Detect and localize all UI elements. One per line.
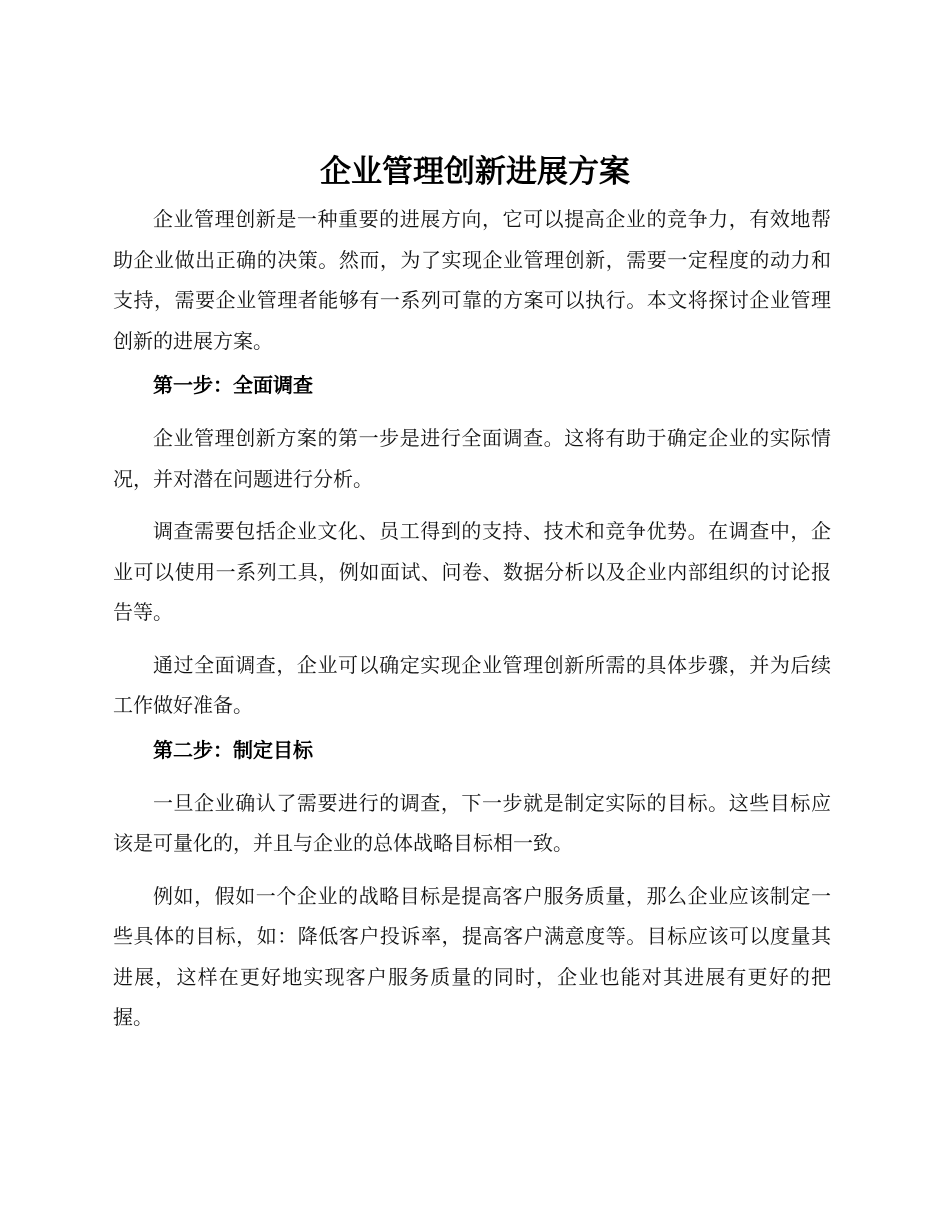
- document-body: [113, 199, 831, 1038]
- section-1-paragraph-1: 企业管理创新方案的第一步是进行全面调查。这将有助于确定企业的实际情况，并对潜在问题进行分析。: [113, 426, 831, 491]
- section-1-paragraph-2: 调查需要包括企业文化、员工得到的支持、技术和竞争优势。在调查中，企业可以使用一系列工具，例如面试、问卷、数据分析以及企业内部组织的讨论报告等。: [113, 519, 831, 624]
- intro-paragraph: 企业管理创新是一种重要的进展方向，它可以提高企业的竞争力，有效地帮助企业做出正确的决策。然而，为了实现企业管理创新，需要一定程度的动力和支持，需要企业管理者能够有一系列可靠的方案可以执行。本文将探讨企业管理创新的进展方案。: [113, 207, 831, 353]
- section-2-paragraph-2: 例如，假如一个企业的战略目标是提高客户服务质量，那么企业应该制定一些具体的目标，如：降低客户投诉率，提高客户满意度等。目标应该可以度量其进展，这样在更好地实现客户服务质量的同时，企业也能对其进展有更好的把握。: [113, 883, 831, 1029]
- section-heading-step-1: 第一步：全面调查: [153, 373, 313, 397]
- section-1-paragraph-3: 通过全面调查，企业可以确定实现企业管理创新所需的具体步骤，并为后续工作做好准备。: [113, 652, 831, 717]
- document-title: 企业管理创新进展方案: [320, 154, 630, 190]
- section-2-paragraph-1: 一旦企业确认了需要进行的调查，下一步就是制定实际的目标。这些目标应该是可量化的，并且与企业的总体战略目标相一致。: [113, 790, 831, 855]
- section-heading-step-2: 第二步：制定目标: [153, 737, 313, 762]
